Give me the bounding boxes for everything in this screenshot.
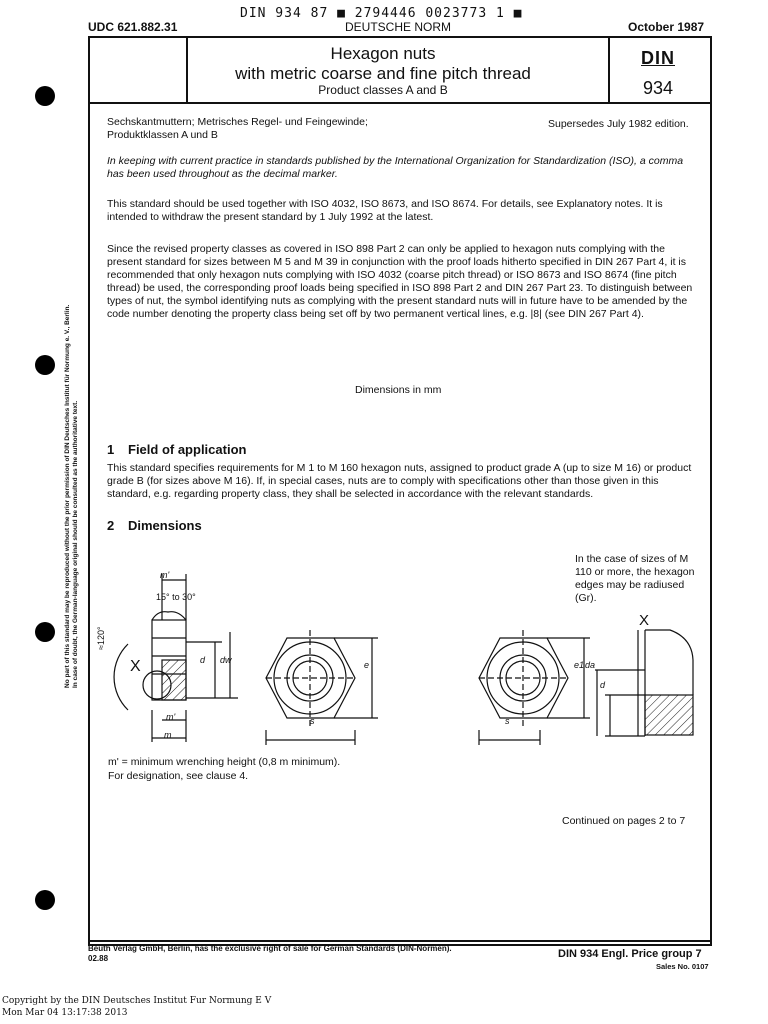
din-logo: DIN — [641, 48, 675, 68]
section1-title: Field of application — [128, 442, 247, 457]
angle-range-label: 15° to 30° — [156, 592, 196, 602]
doc-title-line1: Hexagon nuts — [330, 44, 436, 63]
caption-m-prime: m' = minimum wrenching height (0,8 m minimum). — [108, 756, 341, 768]
org-name: DEUTSCHE NORM — [345, 20, 452, 34]
section2-title: Dimensions — [128, 518, 202, 533]
section1-number: 1 — [107, 442, 115, 457]
timestamp-line: Mon Mar 04 13:17:38 2013 — [2, 1008, 128, 1018]
property-classes-paragraph: Since the revised property classes as covered in ISO 898 Part 2 can only be applied to hexagon nuts complying with the present standard for sizes between M 5 and M 39 in conjunction with the proof loads hitherto specified in DIN 267 Part 4, it is recommended that only hexagon nuts complying with ISO 4032 (coarse pitch thread) or ISO 8673 and ISO 8674 (fine pitch thread) be used, the corresponding proof loads being specified in ISO 898 Part 2 and DIN 267 Part 23. To distinguish between types of nut, the symbol identifying nuts as complying with the present standard nuts will in future have to be amended by the code number denoting the property class being set off by two permanent vertical lines, e.g. |8| (see DIN 267 Part 4). — [107, 243, 693, 320]
d-label: d — [200, 655, 206, 665]
side-notice — [64, 268, 84, 688]
punch-hole-3 — [35, 622, 55, 642]
m-prime-label: m' — [160, 570, 170, 580]
din-number: 934 — [642, 78, 674, 98]
s-label-2: s — [505, 716, 510, 726]
title-right-rule — [608, 36, 610, 102]
caption-designation: For designation, see clause 4. — [108, 770, 249, 782]
x-marker-label: X — [130, 658, 141, 675]
issue-date: October 1987 — [628, 20, 705, 34]
footer-rule — [88, 940, 712, 942]
m-prime-bottom-label: m' — [166, 712, 176, 722]
continued-note: Continued on pages 2 to 7 — [562, 815, 686, 827]
side-notice-line1: No part of this standard may be reproduced without the prior permission of DIN Deutsches Institut für Normung e. V., Berlin. — [64, 304, 71, 688]
punch-hole-2 — [35, 355, 55, 375]
comma-note: In keeping with current practice in standards published by the International Organization for Standardization (ISO), a comma has been used throughout as the decimal marker. — [107, 155, 684, 180]
barcode-text: DIN 934 87 ■ 2794446 0023773 1 ■ — [240, 6, 523, 21]
german-title: Sechskantmuttern; Metrisches Regel- und Feingewinde; Produktklassen A und B — [107, 116, 368, 141]
top-view-e1 — [479, 630, 590, 745]
footer-date-code: 02.88 — [88, 954, 109, 963]
m-label: m — [164, 730, 172, 740]
publisher-note: Beuth Verlag GmbH, Berlin, has the exclusive right of sale for German Standards (DIN-Normen). — [88, 944, 452, 953]
detail-x-view — [595, 630, 693, 736]
section2-number: 2 — [107, 518, 115, 533]
side-notice-line2: In case of doubt, the German-language original should be consulted as the authoritative text. — [72, 400, 79, 688]
s-label-1: s — [310, 716, 315, 726]
sales-number: Sales No. 0107 — [656, 962, 709, 971]
nut-drawing — [100, 560, 710, 760]
e1-label: e1 — [574, 660, 585, 670]
e-label: e — [364, 660, 370, 670]
footer-din-ref: DIN 934 Engl. Price group 7 — [558, 948, 702, 960]
title-divider — [88, 102, 712, 104]
detail-x-label: X — [639, 612, 650, 629]
angle-120-label: ≈120° — [96, 626, 106, 650]
top-view-e — [266, 630, 378, 745]
punch-hole-4 — [35, 890, 55, 910]
supersedes-note: Supersedes July 1982 edition. — [548, 118, 689, 130]
radiused-note: In the case of sizes of M 110 or more, the hexagon edges may be radiused (Gr). — [575, 553, 695, 604]
udc-number: UDC 621.882.31 — [88, 20, 178, 34]
dimensions-in-mm: Dimensions in mm — [355, 384, 442, 396]
d-detail-label: d — [600, 680, 606, 690]
da-label: da — [585, 660, 596, 670]
section1-text: This standard specifies requirements for M 1 to M 160 hexagon nuts, assigned to product grade A (up to size M 16) or product grade B (for sizes above M 16). If, in special cases, nuts are to comply with specifications other than those given in this standard, e.g. regarding property class, they shall be selected in accordance with the relevant standards. — [107, 462, 692, 500]
doc-title-line3: Product classes A and B — [318, 83, 448, 97]
dw-label: dw — [220, 655, 232, 665]
doc-title-line2: with metric coarse and fine pitch thread — [235, 64, 531, 83]
use-together-paragraph: This standard should be used together with ISO 4032, ISO 8673, and ISO 8674. For details, see Explanatory notes. It is intended to withdraw the present standard by 1 July 1992 at the latest. — [107, 198, 663, 223]
copyright-line: Copyright by the DIN Deutsches Institut Fur Normung E V — [2, 996, 272, 1006]
punch-hole-1 — [35, 86, 55, 106]
